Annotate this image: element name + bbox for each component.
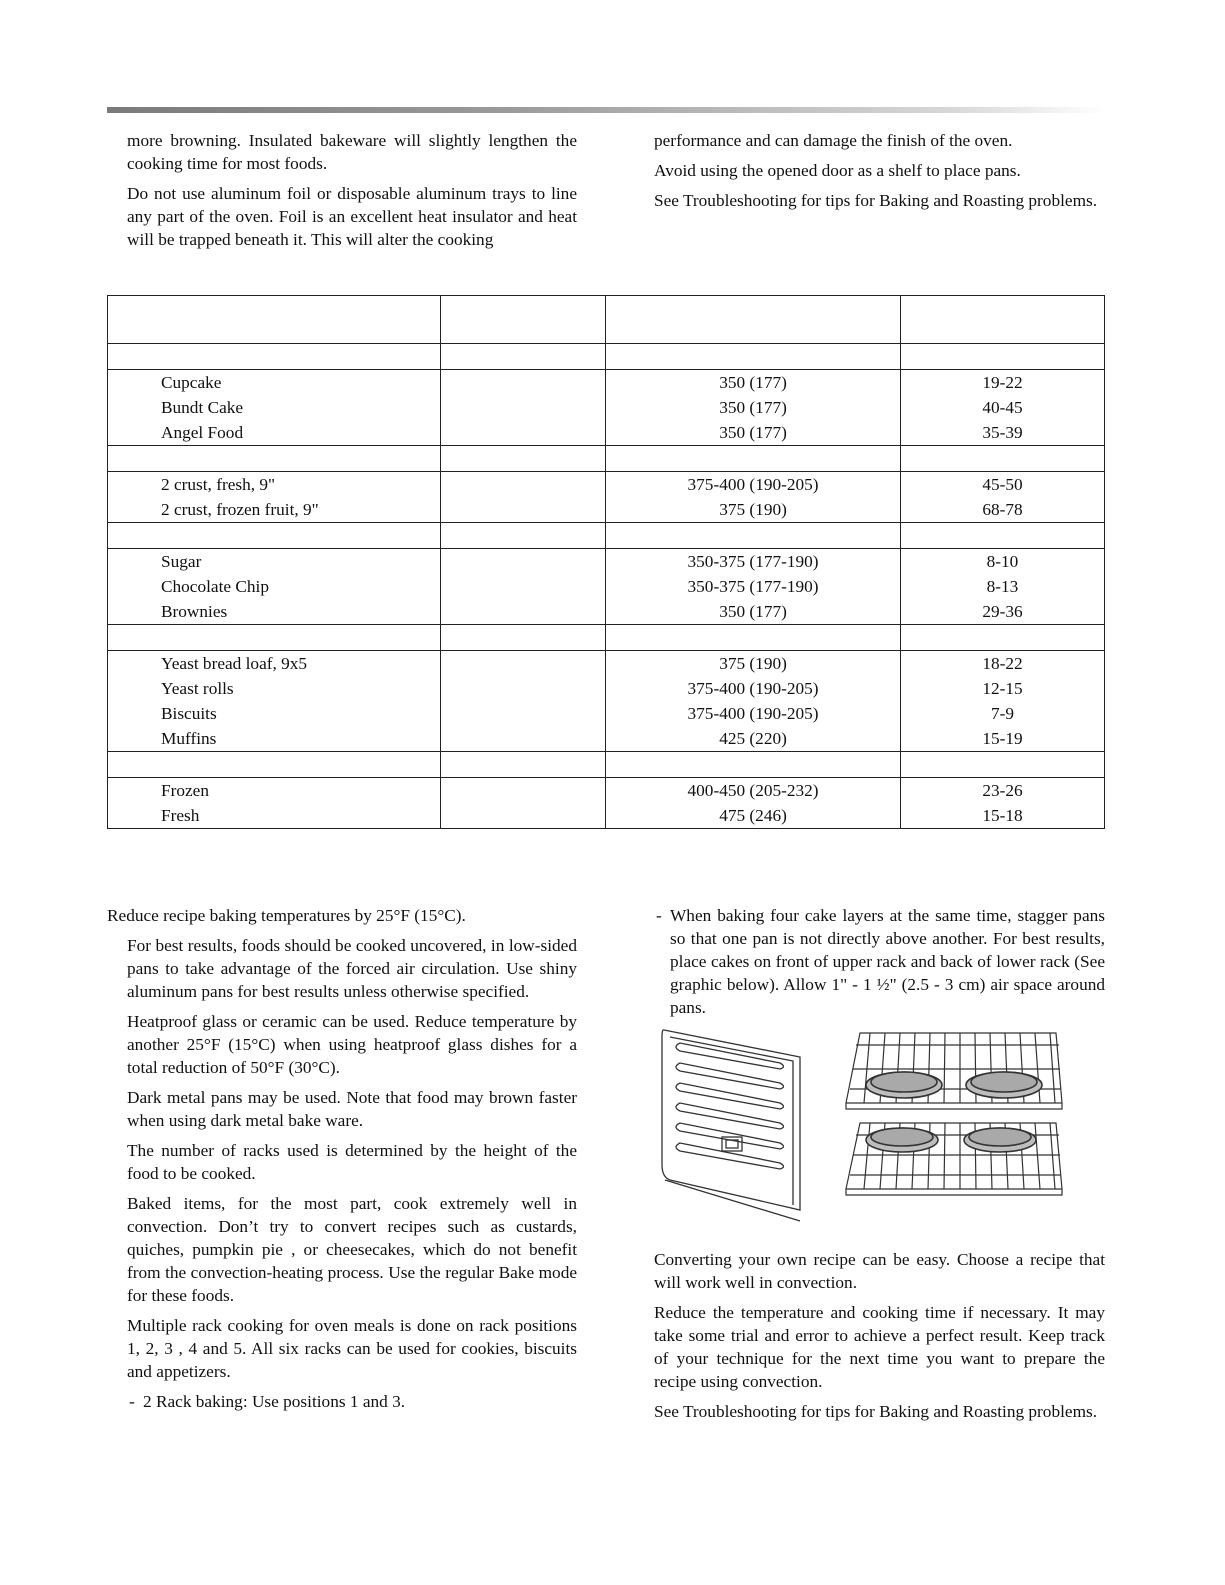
- food-cell: Angel Food: [108, 420, 441, 446]
- table-row: [108, 497, 1105, 523]
- temperature-cell: 350 (177): [606, 370, 901, 396]
- time-cell: 18-22: [900, 651, 1104, 677]
- time-cell: 7-9: [900, 701, 1104, 726]
- blank-cell: [441, 778, 606, 804]
- food-cell: Cupcake: [108, 370, 441, 396]
- category-cell: [900, 446, 1104, 472]
- table-row: [108, 778, 1105, 804]
- table-row: [108, 472, 1105, 498]
- blank-cell: [441, 395, 606, 420]
- paragraph: Heatproof glass or ceramic can be used. Reduce temperature by another 25°F (15°C) when using heatproof glass dishes for a total reduction of 50°F (30°C).: [127, 1012, 577, 1077]
- category-cell: [606, 344, 901, 370]
- table-row: [108, 370, 1105, 396]
- category-cell: [900, 752, 1104, 778]
- top-left-column: [127, 129, 577, 258]
- blank-cell: [441, 370, 606, 396]
- blank-cell: [441, 726, 606, 752]
- temperature-cell: 375 (190): [606, 651, 901, 677]
- header-cell: [606, 296, 901, 344]
- oven-side-wall: [662, 1030, 800, 1221]
- rack-placement-illustration: [660, 1025, 1070, 1225]
- time-cell: 15-18: [900, 803, 1104, 829]
- table-category-row: [108, 523, 1105, 549]
- paragraph: Do not use aluminum foil or disposable aluminum trays to line any part of the oven. Foil is an excellent heat insulator and heat will be trapped beneath it. This will alter the cooking: [127, 184, 577, 249]
- category-cell: [606, 523, 901, 549]
- table-category-row: [108, 344, 1105, 370]
- temperature-cell: 350-375 (177-190): [606, 549, 901, 575]
- lower-rack-pans: [866, 1128, 1036, 1152]
- bottom-right-column: [654, 904, 1105, 1421]
- category-cell: [606, 625, 901, 651]
- food-cell: Yeast rolls: [108, 676, 441, 701]
- table-row: [108, 599, 1105, 625]
- header-cell: [441, 296, 606, 344]
- category-cell: [606, 752, 901, 778]
- paragraph: Converting your own recipe can be easy. Choose a recipe that will work well in convection.: [654, 1250, 1105, 1292]
- table-row: [108, 420, 1105, 446]
- time-cell: 23-26: [900, 778, 1104, 804]
- upper-rack: [846, 1033, 1062, 1109]
- temperature-cell: 425 (220): [606, 726, 901, 752]
- table-row: [108, 701, 1105, 726]
- temperature-cell: 375 (190): [606, 497, 901, 523]
- category-cell: [108, 344, 441, 370]
- blank-cell: [441, 651, 606, 677]
- bottom-left-column: [107, 904, 577, 1420]
- food-cell: Muffins: [108, 726, 441, 752]
- table-category-row: [108, 446, 1105, 472]
- table-header-row: [108, 296, 1105, 344]
- dash-marker: -: [129, 1392, 135, 1411]
- blank-cell: [441, 420, 606, 446]
- category-cell: [900, 344, 1104, 370]
- blank-cell: [441, 549, 606, 575]
- list-item: [654, 904, 1105, 1019]
- food-cell: Biscuits: [108, 701, 441, 726]
- category-cell: [441, 523, 606, 549]
- table-row: [108, 395, 1105, 420]
- paragraph: Avoid using the opened door as a shelf to place pans.: [654, 161, 1021, 180]
- time-cell: 45-50: [900, 472, 1104, 498]
- paragraph: Multiple rack cooking for oven meals is done on rack positions 1, 2, 3 , 4 and 5. All six racks can be used for cookies, biscuits and appetizers.: [127, 1316, 577, 1381]
- food-cell: Frozen: [108, 778, 441, 804]
- list-item: [127, 1390, 577, 1413]
- food-cell: Yeast bread loaf, 9x5: [108, 651, 441, 677]
- list-item-text: 2 Rack baking: Use positions 1 and 3.: [143, 1392, 406, 1411]
- time-cell: 12-15: [900, 676, 1104, 701]
- table-row: [108, 651, 1105, 677]
- food-cell: Brownies: [108, 599, 441, 625]
- time-cell: 35-39: [900, 420, 1104, 446]
- dash-marker: -: [656, 906, 662, 925]
- paragraph: See Troubleshooting for tips for Baking and Roasting problems.: [654, 191, 1098, 210]
- food-cell: Chocolate Chip: [108, 574, 441, 599]
- paragraph: For best results, foods should be cooked uncovered, in low-sided pans to take advantage of the forced air circulation. Use shiny aluminum pans for best results unless otherwise specified.: [127, 936, 577, 1001]
- top-right-column: [654, 129, 1105, 219]
- temperature-cell: 475 (246): [606, 803, 901, 829]
- paragraph: Reduce the temperature and cooking time if necessary. It may take some trial and error to achieve a perfect result. Keep track of your technique for the next time you want to prepare the recipe using convection.: [654, 1303, 1105, 1391]
- category-cell: [108, 446, 441, 472]
- category-cell: [108, 625, 441, 651]
- header-rule: [107, 107, 1105, 113]
- header-cell: [900, 296, 1104, 344]
- table-row: [108, 549, 1105, 575]
- table-category-row: [108, 625, 1105, 651]
- food-cell: Fresh: [108, 803, 441, 829]
- header-cell: [108, 296, 441, 344]
- blank-cell: [441, 472, 606, 498]
- paragraph: more browning. Insulated bakeware will slightly lengthen the cooking time for most foods.: [127, 131, 577, 173]
- category-cell: [441, 446, 606, 472]
- paragraph: See Troubleshooting for tips for Baking and Roasting problems.: [654, 1402, 1098, 1421]
- lead-paragraph: Reduce recipe baking temperatures by 25°F (15°C).: [107, 906, 466, 925]
- temperature-cell: 375-400 (190-205): [606, 701, 901, 726]
- time-cell: 29-36: [900, 599, 1104, 625]
- category-cell: [900, 625, 1104, 651]
- time-cell: 40-45: [900, 395, 1104, 420]
- converting-section: [654, 1248, 1105, 1430]
- food-cell: 2 crust, frozen fruit, 9": [108, 497, 441, 523]
- category-cell: [606, 446, 901, 472]
- temperature-cell: 350-375 (177-190): [606, 574, 901, 599]
- paragraph: The number of racks used is determined by the height of the food to be cooked.: [127, 1141, 577, 1183]
- category-cell: [108, 523, 441, 549]
- paragraph: Baked items, for the most part, cook extremely well in convection. Don’t try to convert recipes such as custards, quiches, pumpkin pie , or cheesecakes, which do not benefit from the convection-heating process. Use the regular Bake mode for these foods.: [127, 1194, 577, 1305]
- table-category-row: [108, 752, 1105, 778]
- table-row: [108, 803, 1105, 829]
- upper-rack-pans: [866, 1072, 1042, 1098]
- table-row: [108, 676, 1105, 701]
- blank-cell: [441, 803, 606, 829]
- list-item-text: When baking four cake layers at the same time, stagger pans so that one pan is not directly above another. For best results, place cakes on front of upper rack and back of lower rack (See graphic below). Allow 1" - 1 ½" (2.5 - 3 cm) air space around pans.: [670, 906, 1105, 1017]
- time-cell: 8-10: [900, 549, 1104, 575]
- time-cell: 68-78: [900, 497, 1104, 523]
- temperature-cell: 375-400 (190-205): [606, 676, 901, 701]
- blank-cell: [441, 676, 606, 701]
- blank-cell: [441, 599, 606, 625]
- food-cell: Bundt Cake: [108, 395, 441, 420]
- blank-cell: [441, 701, 606, 726]
- category-cell: [108, 752, 441, 778]
- paragraph: Dark metal pans may be used. Note that food may brown faster when using dark metal bake ware.: [127, 1088, 577, 1130]
- temperature-cell: 400-450 (205-232): [606, 778, 901, 804]
- paragraph: performance and can damage the finish of the oven.: [654, 131, 1013, 150]
- table-row: [108, 574, 1105, 599]
- time-cell: 19-22: [900, 370, 1104, 396]
- category-cell: [441, 752, 606, 778]
- blank-cell: [441, 574, 606, 599]
- food-cell: 2 crust, fresh, 9": [108, 472, 441, 498]
- blank-cell: [441, 497, 606, 523]
- time-cell: 15-19: [900, 726, 1104, 752]
- temperature-cell: 350 (177): [606, 395, 901, 420]
- food-cell: Sugar: [108, 549, 441, 575]
- baking-chart-table: [107, 295, 1105, 829]
- temperature-cell: 350 (177): [606, 599, 901, 625]
- temperature-cell: 375-400 (190-205): [606, 472, 901, 498]
- category-cell: [441, 344, 606, 370]
- table-row: [108, 726, 1105, 752]
- time-cell: 8-13: [900, 574, 1104, 599]
- temperature-cell: 350 (177): [606, 420, 901, 446]
- category-cell: [441, 625, 606, 651]
- category-cell: [900, 523, 1104, 549]
